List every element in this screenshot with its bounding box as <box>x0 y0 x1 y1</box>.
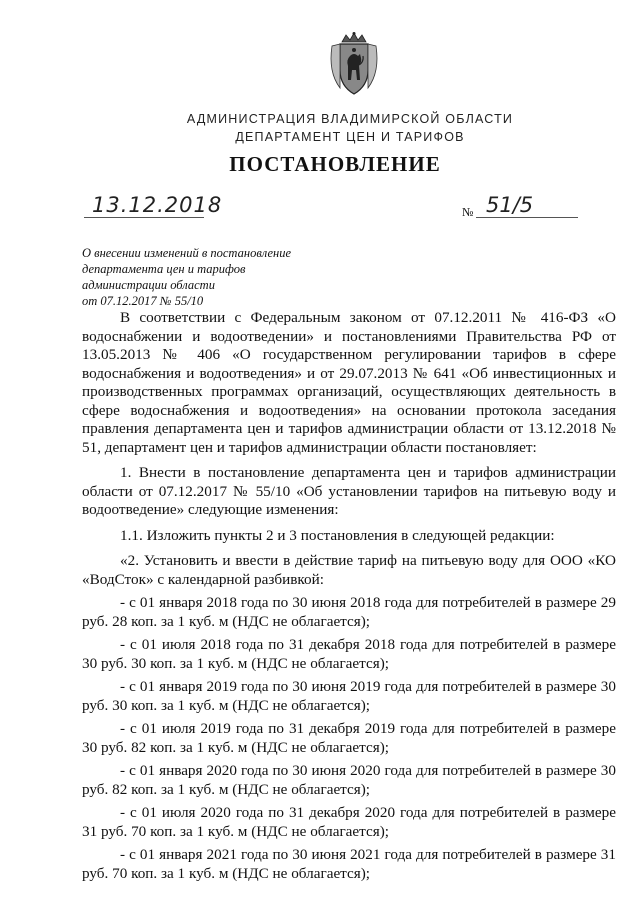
date-underline <box>84 217 204 218</box>
organization-name: АДМИНИСТРАЦИЯ ВЛАДИМИРСКОЙ ОБЛАСТИ <box>186 112 514 126</box>
item-2-intro-paragraph: «2. Установить и ввести в действие тариф на питьевую воду для ООО «КО «ВодСток» с календарной разбивкой: <box>82 552 616 588</box>
tariff-period-paragraph: - с 01 июля 2018 года по 31 декабря 2018 года для потребителей в размере 30 руб. 30 коп. за 1 куб. м (НДС не облагается); <box>82 636 616 672</box>
subject-line: от 07.12.2017 № 55/10 <box>82 294 204 308</box>
tariff-period-paragraph: - с 01 января 2021 года по 30 июня 2021 года для потребителей в размере 31 руб. 70 коп. за 1 куб. м (НДС не облагается); <box>82 846 616 882</box>
item-1-1-paragraph: 1.1. Изложить пункты 2 и 3 постановления в следующей редакции: <box>120 526 555 544</box>
document-body <box>82 309 616 883</box>
document-type-title: ПОСТАНОВЛЕНИЕ <box>229 152 441 176</box>
subject-line: администрации области <box>82 278 215 292</box>
department-name: ДЕПАРТАМЕНТ ЦЕН И ТАРИФОВ <box>235 130 465 144</box>
subject-line: О внесении изменений в постановление <box>82 246 292 260</box>
tariff-period-paragraph: - с 01 июля 2020 года по 31 декабря 2020 года для потребителей в размере 31 руб. 70 коп. за 1 куб. м (НДС не облагается); <box>82 804 616 840</box>
subject-line: департамента цен и тарифов <box>82 262 246 276</box>
tariff-period-paragraph: - с 01 января 2020 года по 30 июня 2020 года для потребителей в размере 30 руб. 82 коп. за 1 куб. м (НДС не облагается); <box>82 762 616 798</box>
document-number: 51/5 <box>486 193 534 217</box>
tariff-period-paragraph: - с 01 июля 2019 года по 31 декабря 2019 года для потребителей в размере 30 руб. 82 коп. за 1 куб. м (НДС не облагается); <box>82 720 616 756</box>
document-subject <box>82 245 342 309</box>
tariff-period-paragraph: - с 01 января 2019 года по 30 июня 2019 года для потребителей в размере 30 руб. 30 коп. за 1 куб. м (НДС не облагается); <box>82 678 616 714</box>
tariff-period-paragraph: - с 01 января 2018 года по 30 июня 2018 года для потребителей в размере 29 руб. 28 коп. за 1 куб. м (НДС не облагается); <box>82 594 616 630</box>
preamble-paragraph: В соответствии с Федеральным законом от 07.12.2011 № 416-ФЗ «О водоснабжении и водоотведении» и постановлениями Правительства РФ от 13.05.2013 № 406 «О государственном регулировании тарифов в сфере водоснабжения и водоотведения» и от 29.07.2013 № 641 «Об инвестиционных и производственных программах организаций, осуществляющих деятельность в сфере водоснабжения и водоотведения» на основании протокола заседания правления департамента цен и тарифов администрации области от 13.12.2018 № 51, департамент цен и тарифов администрации области постановляет: <box>82 309 616 456</box>
item-1-paragraph: 1. Внести в постановление департамента цен и тарифов администрации области от 07.12.2017 № 55/10 «Об установлении тарифов на питьевую воду и водоотведение» следующие изменения: <box>82 464 616 518</box>
number-label: № <box>462 205 474 219</box>
document-date: 13.12.2018 <box>92 193 223 217</box>
coat-of-arms-icon <box>326 32 382 98</box>
number-underline <box>476 217 578 218</box>
